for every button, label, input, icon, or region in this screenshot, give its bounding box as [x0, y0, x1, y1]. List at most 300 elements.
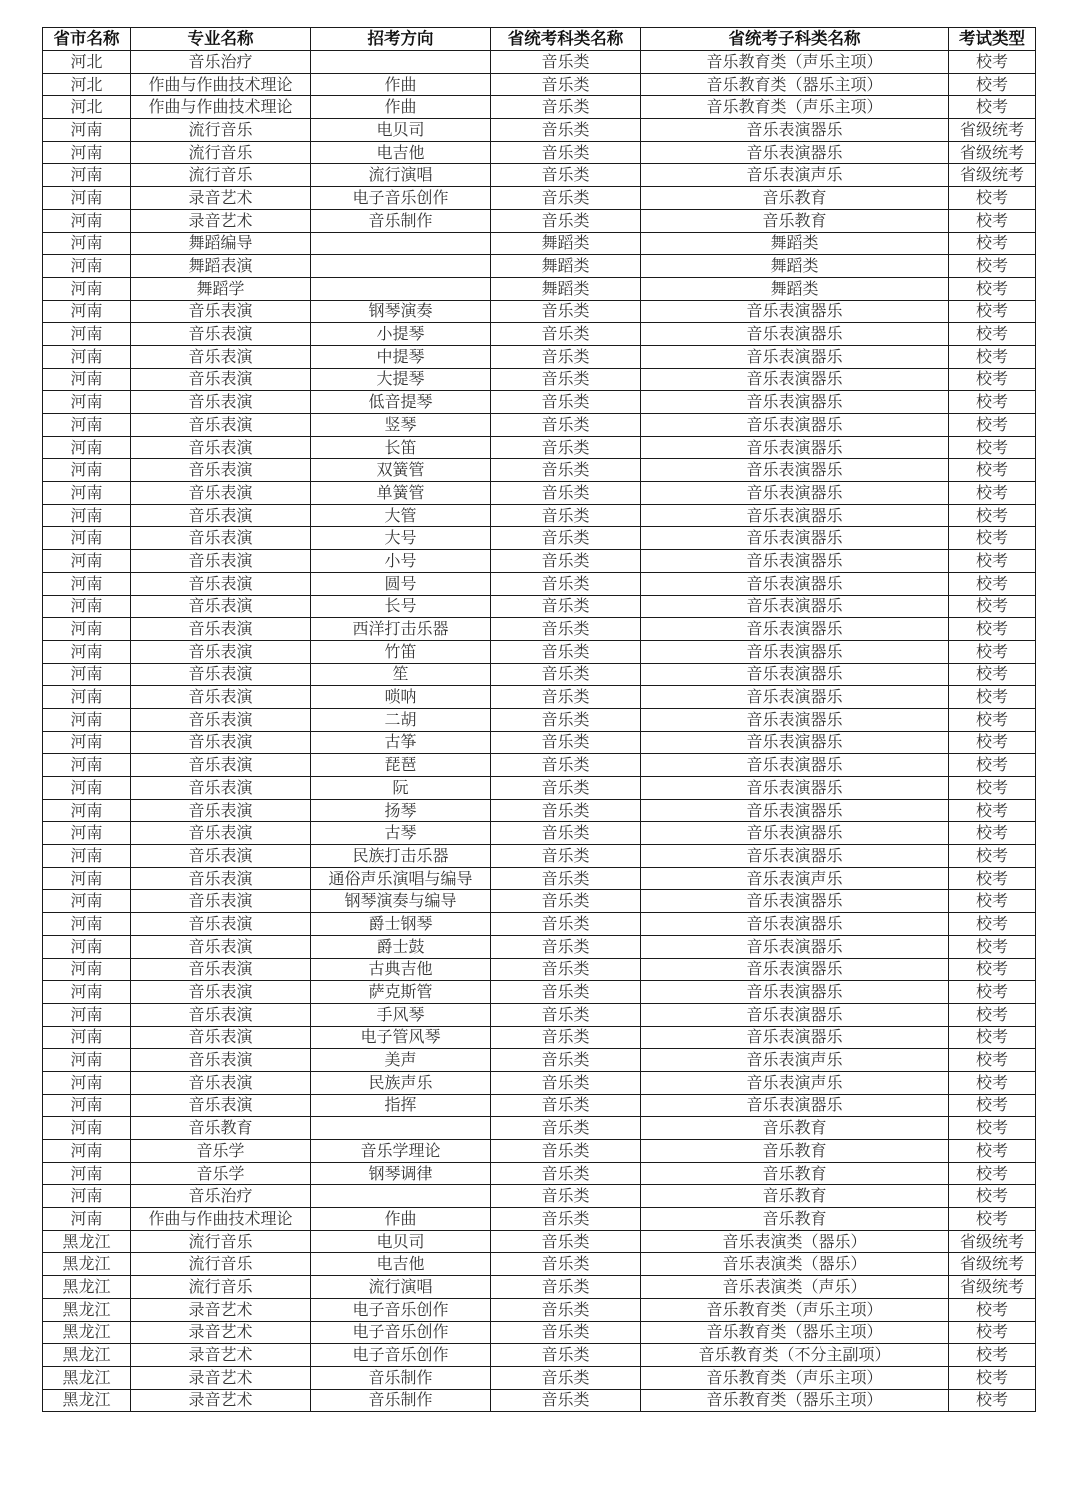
cell-direction: 钢琴演奏与编导 [311, 890, 491, 913]
cell-direction [311, 1185, 491, 1208]
cell-exam-type: 校考 [949, 640, 1036, 663]
cell-subcategory: 音乐表演器乐 [641, 436, 949, 459]
cell-direction: 大管 [311, 504, 491, 527]
cell-exam-type: 校考 [949, 1321, 1036, 1344]
cell-exam-type: 校考 [949, 277, 1036, 300]
cell-province: 河南 [43, 323, 131, 346]
cell-subcategory: 音乐教育类（器乐主项） [641, 1321, 949, 1344]
cell-subcategory: 音乐表演器乐 [641, 754, 949, 777]
cell-major: 音乐表演 [131, 436, 311, 459]
cell-major: 音乐表演 [131, 935, 311, 958]
cell-category: 音乐类 [491, 96, 641, 119]
cell-subcategory: 音乐教育类（器乐主项） [641, 73, 949, 96]
cell-category: 音乐类 [491, 1117, 641, 1140]
cell-exam-type: 校考 [949, 822, 1036, 845]
cell-category: 音乐类 [491, 1026, 641, 1049]
table-row [43, 391, 1036, 414]
cell-category: 音乐类 [491, 935, 641, 958]
cell-province: 黑龙江 [43, 1366, 131, 1389]
cell-category: 音乐类 [491, 73, 641, 96]
cell-direction [311, 51, 491, 74]
cell-direction: 古琴 [311, 822, 491, 845]
cell-subcategory: 音乐表演器乐 [641, 527, 949, 550]
cell-major: 流行音乐 [131, 164, 311, 187]
cell-category: 音乐类 [491, 595, 641, 618]
cell-exam-type: 校考 [949, 255, 1036, 278]
cell-subcategory: 音乐表演声乐 [641, 1071, 949, 1094]
cell-major: 音乐表演 [131, 663, 311, 686]
table-row [43, 595, 1036, 618]
cell-subcategory: 音乐教育类（声乐主项） [641, 1366, 949, 1389]
table-row [43, 708, 1036, 731]
cell-category: 音乐类 [491, 777, 641, 800]
cell-subcategory: 音乐表演器乐 [641, 550, 949, 573]
cell-category: 音乐类 [491, 504, 641, 527]
cell-category: 音乐类 [491, 958, 641, 981]
cell-category: 音乐类 [491, 482, 641, 505]
cell-subcategory: 音乐表演器乐 [641, 414, 949, 437]
cell-subcategory: 音乐表演类（器乐） [641, 1253, 949, 1276]
cell-major: 音乐表演 [131, 1026, 311, 1049]
cell-exam-type: 校考 [949, 504, 1036, 527]
cell-category: 音乐类 [491, 1230, 641, 1253]
cell-subcategory: 音乐表演类（器乐） [641, 1230, 949, 1253]
cell-major: 音乐表演 [131, 391, 311, 414]
cell-category: 音乐类 [491, 414, 641, 437]
cell-province: 河南 [43, 1094, 131, 1117]
cell-direction: 电子音乐创作 [311, 1298, 491, 1321]
admission-table-sheet [42, 27, 1036, 1412]
cell-major: 音乐教育 [131, 1117, 311, 1140]
cell-direction: 西洋打击乐器 [311, 618, 491, 641]
cell-province: 河南 [43, 1140, 131, 1163]
cell-province: 河北 [43, 96, 131, 119]
cell-major: 音乐表演 [131, 822, 311, 845]
table-header [43, 28, 1036, 51]
cell-category: 音乐类 [491, 754, 641, 777]
cell-direction: 电吉他 [311, 141, 491, 164]
cell-major: 音乐学 [131, 1140, 311, 1163]
table-row [43, 1094, 1036, 1117]
cell-province: 河南 [43, 1049, 131, 1072]
cell-exam-type: 校考 [949, 73, 1036, 96]
cell-subcategory: 音乐表演器乐 [641, 708, 949, 731]
cell-province: 河南 [43, 345, 131, 368]
cell-subcategory: 音乐教育 [641, 1208, 949, 1231]
cell-major: 音乐表演 [131, 754, 311, 777]
cell-province: 河南 [43, 1162, 131, 1185]
cell-subcategory: 音乐表演器乐 [641, 777, 949, 800]
table-row [43, 187, 1036, 210]
cell-exam-type: 校考 [949, 459, 1036, 482]
cell-major: 音乐表演 [131, 414, 311, 437]
cell-major: 音乐治疗 [131, 51, 311, 74]
table-row [43, 1003, 1036, 1026]
cell-category: 音乐类 [491, 1208, 641, 1231]
cell-subcategory: 音乐表演声乐 [641, 867, 949, 890]
cell-direction: 流行演唱 [311, 1276, 491, 1299]
cell-major: 流行音乐 [131, 141, 311, 164]
cell-subcategory: 舞蹈类 [641, 232, 949, 255]
cell-major: 流行音乐 [131, 1253, 311, 1276]
cell-category: 音乐类 [491, 1389, 641, 1412]
cell-subcategory: 音乐表演器乐 [641, 1094, 949, 1117]
table-row [43, 1298, 1036, 1321]
cell-major: 音乐表演 [131, 1094, 311, 1117]
cell-major: 录音艺术 [131, 209, 311, 232]
cell-major: 舞蹈编导 [131, 232, 311, 255]
cell-province: 河南 [43, 504, 131, 527]
table-row [43, 209, 1036, 232]
cell-province: 河南 [43, 414, 131, 437]
table-row [43, 527, 1036, 550]
table-row [43, 1321, 1036, 1344]
cell-category: 音乐类 [491, 618, 641, 641]
cell-province: 河南 [43, 550, 131, 573]
cell-direction [311, 255, 491, 278]
cell-exam-type: 校考 [949, 1094, 1036, 1117]
cell-direction [311, 1117, 491, 1140]
cell-direction: 电子管风琴 [311, 1026, 491, 1049]
cell-category: 音乐类 [491, 345, 641, 368]
cell-direction: 民族打击乐器 [311, 845, 491, 868]
cell-exam-type: 校考 [949, 414, 1036, 437]
cell-direction: 音乐学理论 [311, 1140, 491, 1163]
cell-subcategory: 音乐表演器乐 [641, 958, 949, 981]
cell-category: 音乐类 [491, 1003, 641, 1026]
cell-exam-type: 省级统考 [949, 119, 1036, 142]
table-row [43, 1208, 1036, 1231]
table-row [43, 323, 1036, 346]
cell-major: 作曲与作曲技术理论 [131, 1208, 311, 1231]
cell-province: 河南 [43, 640, 131, 663]
table-row [43, 436, 1036, 459]
cell-category: 音乐类 [491, 391, 641, 414]
cell-major: 音乐学 [131, 1162, 311, 1185]
cell-direction: 古筝 [311, 731, 491, 754]
cell-exam-type: 校考 [949, 1298, 1036, 1321]
cell-major: 录音艺术 [131, 1366, 311, 1389]
cell-province: 黑龙江 [43, 1276, 131, 1299]
cell-subcategory: 音乐表演器乐 [641, 459, 949, 482]
table-row [43, 799, 1036, 822]
cell-direction: 电贝司 [311, 119, 491, 142]
cell-exam-type: 校考 [949, 618, 1036, 641]
cell-major: 音乐表演 [131, 845, 311, 868]
cell-exam-type: 校考 [949, 368, 1036, 391]
cell-direction: 阮 [311, 777, 491, 800]
cell-direction: 低音提琴 [311, 391, 491, 414]
cell-major: 音乐表演 [131, 572, 311, 595]
table-row [43, 981, 1036, 1004]
table-row [43, 277, 1036, 300]
table-row [43, 845, 1036, 868]
table-row [43, 1253, 1036, 1276]
cell-province: 河南 [43, 187, 131, 210]
cell-exam-type: 校考 [949, 187, 1036, 210]
cell-direction: 手风琴 [311, 1003, 491, 1026]
table-row [43, 1366, 1036, 1389]
header-row [43, 28, 1036, 51]
cell-subcategory: 音乐表演器乐 [641, 572, 949, 595]
cell-province: 黑龙江 [43, 1321, 131, 1344]
cell-exam-type: 校考 [949, 663, 1036, 686]
cell-direction: 钢琴调律 [311, 1162, 491, 1185]
cell-direction: 民族声乐 [311, 1071, 491, 1094]
cell-province: 河南 [43, 731, 131, 754]
cell-exam-type: 校考 [949, 1117, 1036, 1140]
cell-category: 音乐类 [491, 1321, 641, 1344]
cell-exam-type: 校考 [949, 799, 1036, 822]
cell-subcategory: 音乐表演声乐 [641, 1049, 949, 1072]
cell-exam-type: 省级统考 [949, 164, 1036, 187]
cell-major: 音乐表演 [131, 890, 311, 913]
cell-exam-type: 校考 [949, 572, 1036, 595]
table-row [43, 459, 1036, 482]
cell-major: 音乐表演 [131, 504, 311, 527]
cell-exam-type: 省级统考 [949, 1253, 1036, 1276]
cell-subcategory: 音乐教育 [641, 1117, 949, 1140]
cell-category: 音乐类 [491, 981, 641, 1004]
cell-exam-type: 校考 [949, 1366, 1036, 1389]
cell-direction: 单簧管 [311, 482, 491, 505]
table-row [43, 482, 1036, 505]
cell-direction: 唢呐 [311, 686, 491, 709]
cell-province: 河南 [43, 459, 131, 482]
cell-province: 河南 [43, 663, 131, 686]
cell-exam-type: 校考 [949, 232, 1036, 255]
cell-province: 河南 [43, 686, 131, 709]
cell-province: 河南 [43, 391, 131, 414]
cell-category: 音乐类 [491, 1366, 641, 1389]
cell-direction: 长号 [311, 595, 491, 618]
cell-province: 黑龙江 [43, 1298, 131, 1321]
cell-direction: 通俗声乐演唱与编导 [311, 867, 491, 890]
table-row [43, 618, 1036, 641]
cell-direction: 古典吉他 [311, 958, 491, 981]
cell-province: 河南 [43, 618, 131, 641]
cell-major: 录音艺术 [131, 1389, 311, 1412]
cell-exam-type: 校考 [949, 686, 1036, 709]
cell-category: 舞蹈类 [491, 277, 641, 300]
cell-province: 河南 [43, 890, 131, 913]
cell-major: 录音艺术 [131, 187, 311, 210]
cell-category: 音乐类 [491, 867, 641, 890]
cell-province: 河南 [43, 913, 131, 936]
cell-category: 音乐类 [491, 187, 641, 210]
cell-province: 河南 [43, 595, 131, 618]
cell-province: 河南 [43, 1026, 131, 1049]
cell-subcategory: 音乐表演器乐 [641, 119, 949, 142]
cell-subcategory: 音乐表演器乐 [641, 323, 949, 346]
cell-exam-type: 校考 [949, 1344, 1036, 1367]
table-row [43, 822, 1036, 845]
cell-major: 流行音乐 [131, 1276, 311, 1299]
cell-major: 舞蹈表演 [131, 255, 311, 278]
cell-category: 音乐类 [491, 686, 641, 709]
cell-major: 音乐表演 [131, 595, 311, 618]
cell-major: 音乐表演 [131, 731, 311, 754]
cell-exam-type: 校考 [949, 1049, 1036, 1072]
cell-major: 音乐表演 [131, 640, 311, 663]
cell-province: 河南 [43, 1117, 131, 1140]
cell-province: 河南 [43, 572, 131, 595]
table-row [43, 1344, 1036, 1367]
table-row [43, 1162, 1036, 1185]
table-row [43, 1230, 1036, 1253]
cell-category: 音乐类 [491, 799, 641, 822]
cell-exam-type: 校考 [949, 300, 1036, 323]
table-row [43, 504, 1036, 527]
cell-direction: 中提琴 [311, 345, 491, 368]
cell-direction: 圆号 [311, 572, 491, 595]
cell-category: 音乐类 [491, 323, 641, 346]
cell-province: 河南 [43, 277, 131, 300]
table-row [43, 345, 1036, 368]
cell-subcategory: 音乐教育 [641, 209, 949, 232]
cell-exam-type: 校考 [949, 754, 1036, 777]
cell-major: 作曲与作曲技术理论 [131, 96, 311, 119]
cell-subcategory: 音乐表演器乐 [641, 141, 949, 164]
cell-major: 音乐表演 [131, 527, 311, 550]
cell-subcategory: 音乐教育类（声乐主项） [641, 1298, 949, 1321]
cell-category: 音乐类 [491, 1071, 641, 1094]
table-row [43, 1071, 1036, 1094]
cell-category: 音乐类 [491, 1094, 641, 1117]
table-row [43, 640, 1036, 663]
cell-major: 作曲与作曲技术理论 [131, 73, 311, 96]
cell-province: 河北 [43, 73, 131, 96]
cell-category: 舞蹈类 [491, 255, 641, 278]
cell-subcategory: 音乐表演器乐 [641, 300, 949, 323]
cell-exam-type: 校考 [949, 1208, 1036, 1231]
cell-major: 音乐表演 [131, 550, 311, 573]
cell-direction: 爵士鼓 [311, 935, 491, 958]
cell-subcategory: 音乐表演器乐 [641, 845, 949, 868]
cell-province: 河南 [43, 164, 131, 187]
cell-subcategory: 音乐教育类（声乐主项） [641, 51, 949, 74]
cell-direction: 竹笛 [311, 640, 491, 663]
cell-major: 音乐表演 [131, 981, 311, 1004]
cell-exam-type: 校考 [949, 935, 1036, 958]
cell-subcategory: 音乐表演器乐 [641, 595, 949, 618]
cell-direction: 音乐制作 [311, 209, 491, 232]
table-row [43, 1185, 1036, 1208]
header-exam-type: 考试类型 [949, 28, 1036, 51]
cell-province: 河南 [43, 1071, 131, 1094]
cell-subcategory: 音乐表演器乐 [641, 504, 949, 527]
cell-category: 音乐类 [491, 1253, 641, 1276]
cell-province: 河南 [43, 754, 131, 777]
cell-direction: 作曲 [311, 96, 491, 119]
cell-subcategory: 音乐表演器乐 [641, 345, 949, 368]
cell-subcategory: 舞蹈类 [641, 255, 949, 278]
cell-category: 音乐类 [491, 1140, 641, 1163]
cell-province: 河南 [43, 1003, 131, 1026]
table-row [43, 777, 1036, 800]
cell-category: 音乐类 [491, 1298, 641, 1321]
header-subcategory: 省统考子科类名称 [641, 28, 949, 51]
cell-province: 河南 [43, 822, 131, 845]
cell-exam-type: 校考 [949, 1071, 1036, 1094]
cell-exam-type: 省级统考 [949, 1230, 1036, 1253]
cell-major: 音乐表演 [131, 799, 311, 822]
table-row [43, 414, 1036, 437]
cell-direction: 小号 [311, 550, 491, 573]
cell-exam-type: 校考 [949, 436, 1036, 459]
cell-province: 河南 [43, 935, 131, 958]
cell-province: 河南 [43, 368, 131, 391]
cell-category: 音乐类 [491, 119, 641, 142]
cell-exam-type: 校考 [949, 527, 1036, 550]
cell-major: 音乐表演 [131, 686, 311, 709]
cell-province: 河南 [43, 958, 131, 981]
cell-province: 河南 [43, 300, 131, 323]
cell-exam-type: 校考 [949, 595, 1036, 618]
cell-subcategory: 音乐表演器乐 [641, 663, 949, 686]
header-direction: 招考方向 [311, 28, 491, 51]
cell-major: 音乐表演 [131, 459, 311, 482]
cell-province: 河南 [43, 799, 131, 822]
cell-exam-type: 校考 [949, 1003, 1036, 1026]
cell-direction: 指挥 [311, 1094, 491, 1117]
cell-exam-type: 校考 [949, 96, 1036, 119]
table-row [43, 754, 1036, 777]
cell-exam-type: 校考 [949, 890, 1036, 913]
cell-subcategory: 音乐表演器乐 [641, 822, 949, 845]
cell-province: 河南 [43, 777, 131, 800]
cell-subcategory: 音乐表演器乐 [641, 935, 949, 958]
cell-major: 音乐表演 [131, 1003, 311, 1026]
cell-subcategory: 舞蹈类 [641, 277, 949, 300]
cell-major: 流行音乐 [131, 119, 311, 142]
table-row [43, 663, 1036, 686]
cell-subcategory: 音乐表演器乐 [641, 482, 949, 505]
cell-province: 河南 [43, 232, 131, 255]
cell-exam-type: 校考 [949, 1140, 1036, 1163]
cell-direction: 电子音乐创作 [311, 1321, 491, 1344]
cell-exam-type: 校考 [949, 323, 1036, 346]
table-row [43, 550, 1036, 573]
cell-category: 音乐类 [491, 550, 641, 573]
cell-major: 音乐表演 [131, 482, 311, 505]
cell-province: 黑龙江 [43, 1230, 131, 1253]
cell-major: 音乐表演 [131, 323, 311, 346]
cell-major: 音乐表演 [131, 300, 311, 323]
table-row [43, 890, 1036, 913]
cell-subcategory: 音乐表演器乐 [641, 981, 949, 1004]
cell-subcategory: 音乐表演器乐 [641, 640, 949, 663]
cell-subcategory: 音乐教育 [641, 1185, 949, 1208]
cell-exam-type: 校考 [949, 1389, 1036, 1412]
cell-province: 河南 [43, 141, 131, 164]
cell-category: 音乐类 [491, 209, 641, 232]
cell-exam-type: 校考 [949, 482, 1036, 505]
cell-subcategory: 音乐教育类（器乐主项） [641, 1389, 949, 1412]
cell-subcategory: 音乐表演器乐 [641, 391, 949, 414]
cell-major: 音乐表演 [131, 618, 311, 641]
table-row [43, 119, 1036, 142]
cell-subcategory: 音乐表演器乐 [641, 731, 949, 754]
table-row [43, 1389, 1036, 1412]
cell-direction: 琵琶 [311, 754, 491, 777]
cell-direction: 二胡 [311, 708, 491, 731]
cell-subcategory: 音乐教育 [641, 1140, 949, 1163]
cell-direction: 流行演唱 [311, 164, 491, 187]
cell-exam-type: 校考 [949, 913, 1036, 936]
cell-major: 音乐表演 [131, 345, 311, 368]
cell-major: 录音艺术 [131, 1344, 311, 1367]
